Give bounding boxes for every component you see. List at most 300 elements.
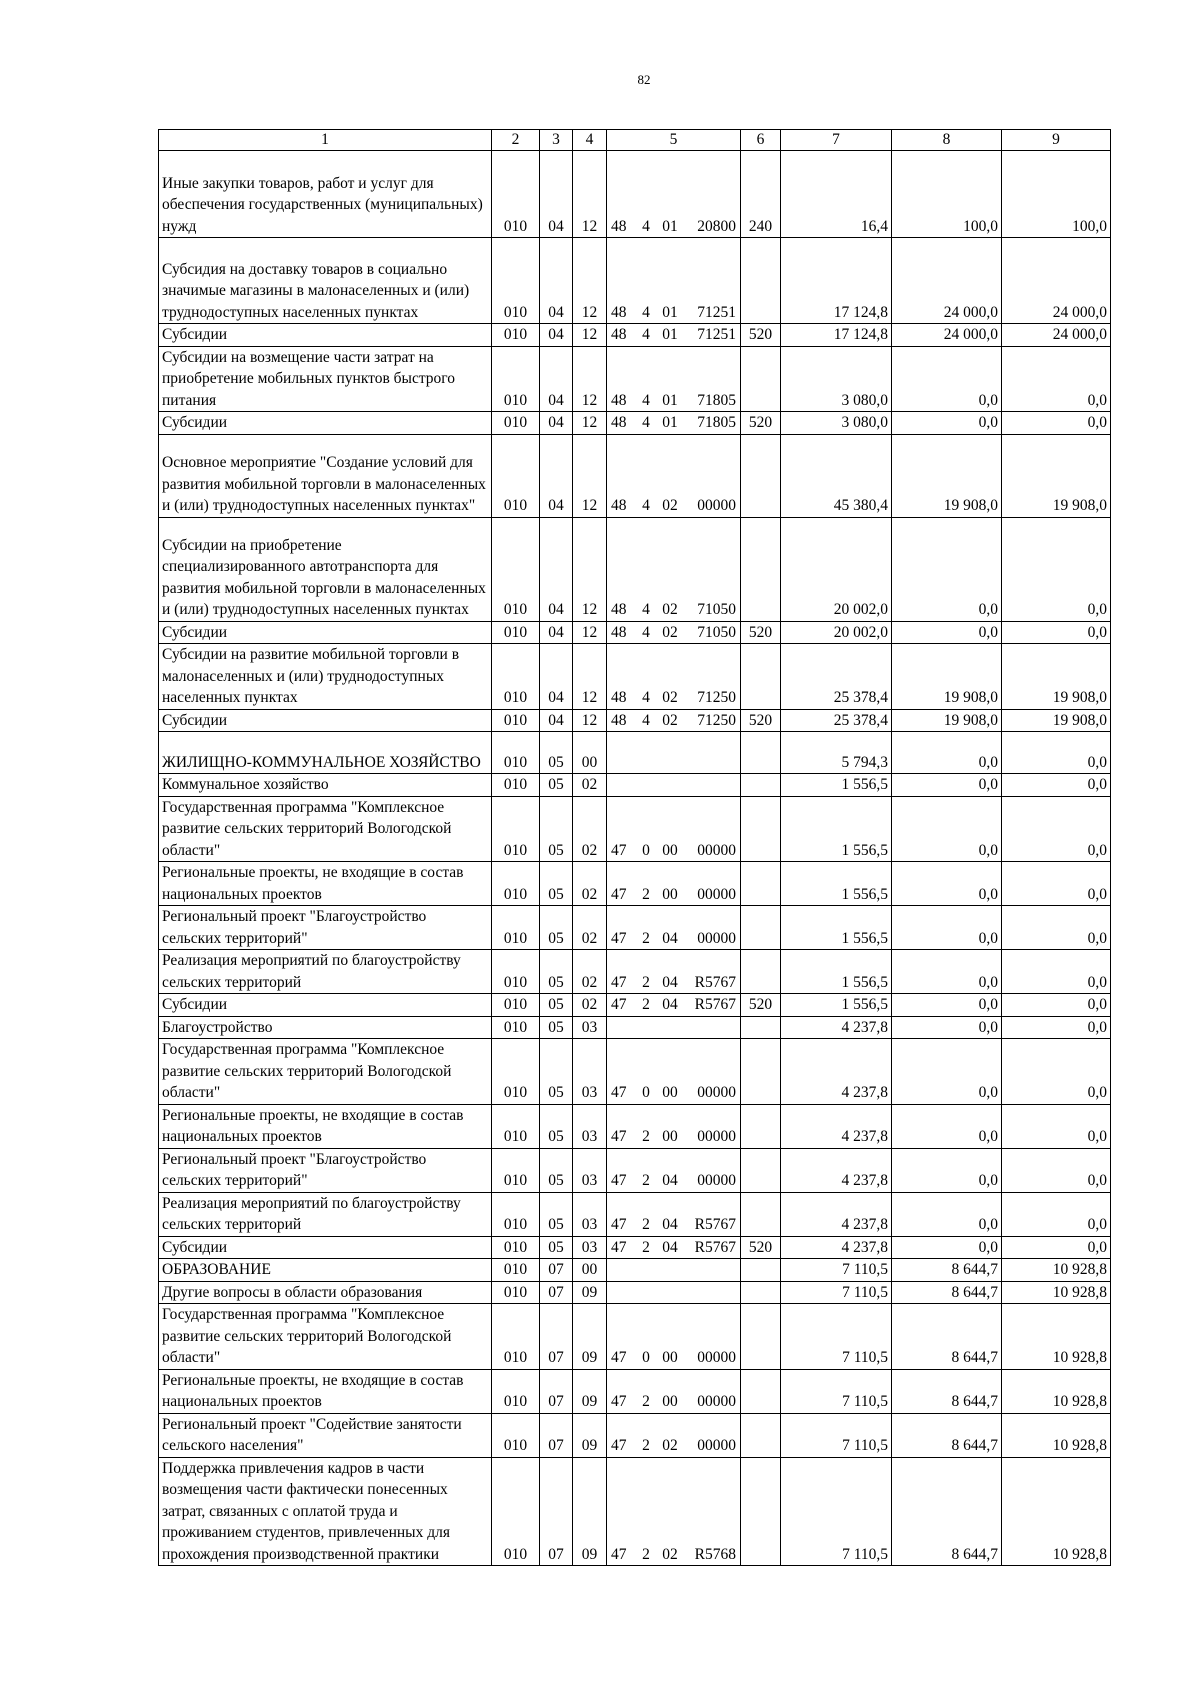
target-article-code (607, 1148, 741, 1192)
amount-col-9: 0,0 (1002, 732, 1111, 774)
section-code: 05 (540, 1148, 573, 1192)
subsection-code: 02 (573, 796, 607, 862)
expense-type-code (741, 1413, 781, 1457)
table-row (159, 1236, 1111, 1259)
target-article-part: 02 (662, 497, 678, 514)
section-code: 07 (540, 1259, 573, 1282)
target-article-code (607, 732, 741, 774)
target-article-part: 71250 (697, 711, 736, 729)
section-code: 05 (540, 906, 573, 950)
amount-col-8: 0,0 (892, 994, 1002, 1017)
amount-col-7: 4 237,8 (781, 1236, 892, 1259)
target-article-code (607, 1457, 741, 1566)
amount-col-9: 0,0 (1002, 796, 1111, 862)
amount-col-8: 24 000,0 (892, 324, 1002, 347)
amount-col-7: 1 556,5 (781, 906, 892, 950)
target-article-part: 4 (642, 497, 650, 514)
section-code: 05 (540, 774, 573, 797)
target-article-part: 00 (662, 1393, 678, 1410)
amount-col-8: 8 644,7 (892, 1259, 1002, 1282)
target-article-part: 47 (611, 973, 627, 991)
subsection-code: 00 (573, 1259, 607, 1282)
table-row (159, 1369, 1111, 1413)
amount-col-7: 1 556,5 (781, 796, 892, 862)
amount-col-9: 19 908,0 (1002, 709, 1111, 732)
amount-col-7: 1 556,5 (781, 950, 892, 994)
section-code: 04 (540, 517, 573, 621)
target-article-part: 4 (642, 711, 650, 729)
section-code: 07 (540, 1413, 573, 1457)
amount-col-8: 0,0 (892, 1039, 1002, 1105)
amount-col-7: 25 378,4 (781, 644, 892, 710)
subsection-code: 12 (573, 709, 607, 732)
target-article-part: 47 (611, 996, 627, 1013)
target-article-part: 2 (642, 1238, 650, 1256)
amount-col-8: 8 644,7 (892, 1369, 1002, 1413)
budget-table (158, 129, 1111, 1566)
target-article-code (607, 1039, 741, 1105)
row-name: Региональные проекты, не входящие в состав национальных проектов (159, 1104, 492, 1148)
column-header: 2 (492, 130, 540, 151)
amount-col-8: 19 908,0 (892, 709, 1002, 732)
target-article-part: 48 (611, 623, 627, 641)
amount-col-8: 0,0 (892, 862, 1002, 906)
subsection-code: 09 (573, 1369, 607, 1413)
section-code: 04 (540, 621, 573, 644)
expense-type-code (741, 1304, 781, 1370)
ministry-code: 010 (492, 434, 540, 517)
table-body (159, 130, 1111, 1566)
target-article-part: 2 (642, 973, 650, 991)
amount-col-9: 19 908,0 (1002, 434, 1111, 517)
ministry-code: 010 (492, 862, 540, 906)
amount-col-7: 20 002,0 (781, 517, 892, 621)
amount-col-7: 20 002,0 (781, 621, 892, 644)
table-row (159, 324, 1111, 347)
amount-col-9: 0,0 (1002, 950, 1111, 994)
row-name: Субсидии на приобретение специализированного автотранспорта для развития мобильной торговли в малонаселенных и (или) труднодоступных населенных пунктах (159, 517, 492, 621)
target-article-part: 47 (611, 1216, 627, 1233)
target-article-part: 4 (642, 303, 650, 321)
column-header: 8 (892, 130, 1002, 151)
section-code: 07 (540, 1457, 573, 1566)
amount-col-8: 0,0 (892, 1016, 1002, 1039)
target-article-part: 2 (642, 885, 650, 903)
target-article-part: 48 (611, 497, 627, 514)
target-article-part: 48 (611, 711, 627, 729)
subsection-code: 03 (573, 1236, 607, 1259)
section-code: 05 (540, 796, 573, 862)
target-article-part: 04 (662, 996, 678, 1013)
amount-col-8: 0,0 (892, 1192, 1002, 1236)
target-article-part: 02 (662, 601, 678, 618)
amount-col-8: 0,0 (892, 732, 1002, 774)
section-code: 05 (540, 862, 573, 906)
row-name: Государственная программа "Комплексное развитие сельских территорий Вологодской области" (159, 796, 492, 862)
target-article-code (607, 950, 741, 994)
target-article-part: 04 (662, 929, 678, 947)
expense-type-code (741, 862, 781, 906)
target-article-part: 20800 (697, 217, 736, 235)
target-article-code (607, 644, 741, 710)
subsection-code: 12 (573, 621, 607, 644)
section-code: 05 (540, 1016, 573, 1039)
row-name: Благоустройство (159, 1016, 492, 1039)
target-article-code (607, 994, 741, 1017)
target-article-part: 00000 (697, 1128, 736, 1145)
row-name: Региональный проект "Благоустройство сельских территорий" (159, 906, 492, 950)
expense-type-code (741, 774, 781, 797)
target-article-part: 4 (642, 623, 650, 641)
row-name: Государственная программа "Комплексное развитие сельских территорий Вологодской области" (159, 1304, 492, 1370)
target-article-part: 00000 (697, 841, 736, 859)
section-code: 04 (540, 709, 573, 732)
target-article-part: 00 (662, 841, 678, 859)
amount-col-8: 19 908,0 (892, 434, 1002, 517)
amount-col-8: 0,0 (892, 517, 1002, 621)
table-row (159, 709, 1111, 732)
target-article-part: 02 (662, 1437, 678, 1454)
section-code: 05 (540, 1192, 573, 1236)
amount-col-7: 45 380,4 (781, 434, 892, 517)
row-name: Субсидии (159, 324, 492, 347)
column-header: 7 (781, 130, 892, 151)
target-article-part: 01 (662, 303, 678, 321)
amount-col-8: 0,0 (892, 796, 1002, 862)
expense-type-code (741, 1369, 781, 1413)
target-article-part: 2 (642, 929, 650, 947)
table-row (159, 238, 1111, 324)
ministry-code: 010 (492, 346, 540, 412)
amount-col-7: 5 794,3 (781, 732, 892, 774)
subsection-code: 12 (573, 434, 607, 517)
section-code: 07 (540, 1304, 573, 1370)
target-article-part: 4 (642, 601, 650, 618)
row-name: Субсидии на возмещение части затрат на приобретение мобильных пунктов быстрого питания (159, 346, 492, 412)
amount-col-9: 10 928,8 (1002, 1259, 1111, 1282)
amount-col-9: 24 000,0 (1002, 238, 1111, 324)
ministry-code: 010 (492, 906, 540, 950)
amount-col-9: 0,0 (1002, 412, 1111, 435)
subsection-code: 02 (573, 950, 607, 994)
expense-type-code (741, 950, 781, 994)
target-article-part: 2 (642, 1172, 650, 1189)
table-row (159, 434, 1111, 517)
row-name: Субсидии (159, 994, 492, 1017)
table-row (159, 621, 1111, 644)
row-name: Реализация мероприятий по благоустройству сельских территорий (159, 1192, 492, 1236)
expense-type-code (741, 644, 781, 710)
row-name: ЖИЛИЩНО-КОММУНАЛЬНОЕ ХОЗЯЙСТВО (159, 732, 492, 774)
ministry-code: 010 (492, 796, 540, 862)
amount-col-7: 17 124,8 (781, 238, 892, 324)
amount-col-7: 16,4 (781, 151, 892, 238)
expense-type-code (741, 1192, 781, 1236)
target-article-code (607, 862, 741, 906)
table-row (159, 796, 1111, 862)
subsection-code: 03 (573, 1016, 607, 1039)
subsection-code: 12 (573, 346, 607, 412)
amount-col-7: 3 080,0 (781, 412, 892, 435)
expense-type-code: 520 (741, 324, 781, 347)
expense-type-code (741, 517, 781, 621)
target-article-code (607, 238, 741, 324)
amount-col-9: 0,0 (1002, 774, 1111, 797)
subsection-code: 12 (573, 238, 607, 324)
row-name: Региональные проекты, не входящие в состав национальных проектов (159, 1369, 492, 1413)
amount-col-9: 10 928,8 (1002, 1369, 1111, 1413)
ministry-code: 010 (492, 1039, 540, 1105)
target-article-part: 71805 (697, 391, 736, 409)
target-article-part: 01 (662, 326, 678, 343)
amount-col-9: 0,0 (1002, 621, 1111, 644)
target-article-part: 71250 (697, 689, 736, 706)
target-article-part: 48 (611, 217, 627, 235)
table-row (159, 1039, 1111, 1105)
target-article-part: R5767 (694, 1216, 736, 1233)
section-code: 04 (540, 346, 573, 412)
ministry-code: 010 (492, 774, 540, 797)
target-article-part: 00000 (697, 1393, 736, 1410)
amount-col-8: 19 908,0 (892, 644, 1002, 710)
target-article-part: 04 (662, 1238, 678, 1256)
amount-col-8: 0,0 (892, 1236, 1002, 1259)
section-code: 04 (540, 434, 573, 517)
target-article-part: 02 (662, 711, 678, 729)
target-article-part: 00 (662, 885, 678, 903)
ministry-code: 010 (492, 1457, 540, 1566)
expense-type-code (741, 1259, 781, 1282)
amount-col-7: 7 110,5 (781, 1457, 892, 1566)
amount-col-7: 1 556,5 (781, 774, 892, 797)
target-article-part: 2 (642, 996, 650, 1013)
ministry-code: 010 (492, 1369, 540, 1413)
target-article-part: 48 (611, 601, 627, 618)
table-row (159, 994, 1111, 1017)
column-header: 9 (1002, 130, 1111, 151)
subsection-code: 02 (573, 994, 607, 1017)
target-article-part: 47 (611, 1545, 627, 1563)
target-article-part: 04 (662, 973, 678, 991)
ministry-code: 010 (492, 1104, 540, 1148)
amount-col-8: 0,0 (892, 346, 1002, 412)
row-name: ОБРАЗОВАНИЕ (159, 1259, 492, 1282)
row-name: Другие вопросы в области образования (159, 1281, 492, 1304)
target-article-code (607, 774, 741, 797)
target-article-code (607, 621, 741, 644)
target-article-code (607, 1281, 741, 1304)
ministry-code: 010 (492, 517, 540, 621)
table-row (159, 950, 1111, 994)
target-article-code (607, 1259, 741, 1282)
target-article-part: 48 (611, 303, 627, 321)
subsection-code: 09 (573, 1457, 607, 1566)
table-row (159, 774, 1111, 797)
target-article-part: 47 (611, 1393, 627, 1410)
target-article-part: 00 (662, 1084, 678, 1101)
ministry-code: 010 (492, 732, 540, 774)
row-name: Региональный проект "Благоустройство сельских территорий" (159, 1148, 492, 1192)
section-code: 05 (540, 1236, 573, 1259)
target-article-part: 2 (642, 1393, 650, 1410)
amount-col-7: 7 110,5 (781, 1413, 892, 1457)
target-article-part: 48 (611, 326, 627, 343)
target-article-part: 47 (611, 885, 627, 903)
expense-type-code: 520 (741, 621, 781, 644)
amount-col-9: 10 928,8 (1002, 1457, 1111, 1566)
row-name: Коммунальное хозяйство (159, 774, 492, 797)
row-name: Субсидии (159, 412, 492, 435)
table-row (159, 1281, 1111, 1304)
amount-col-8: 0,0 (892, 621, 1002, 644)
target-article-part: 47 (611, 929, 627, 947)
section-code: 04 (540, 151, 573, 238)
amount-col-9: 10 928,8 (1002, 1304, 1111, 1370)
table-row (159, 1259, 1111, 1282)
subsection-code: 09 (573, 1413, 607, 1457)
target-article-part: 71251 (697, 303, 736, 321)
target-article-part: 4 (642, 391, 650, 409)
subsection-code: 12 (573, 644, 607, 710)
amount-col-8: 0,0 (892, 412, 1002, 435)
section-code: 05 (540, 1039, 573, 1105)
row-name: Субсидия на доставку товаров в социально значимые магазины в малонаселенных и (или) труднодоступных населенных пунктах (159, 238, 492, 324)
amount-col-8: 24 000,0 (892, 238, 1002, 324)
target-article-part: 00000 (697, 885, 736, 903)
subsection-code: 12 (573, 517, 607, 621)
ministry-code: 010 (492, 412, 540, 435)
row-name: Субсидии (159, 1236, 492, 1259)
target-article-part: 0 (642, 841, 650, 859)
target-article-part: 2 (642, 1437, 650, 1454)
amount-col-9: 19 908,0 (1002, 644, 1111, 710)
target-article-code (607, 434, 741, 517)
amount-col-7: 7 110,5 (781, 1304, 892, 1370)
ministry-code: 010 (492, 1413, 540, 1457)
row-name: Субсидии (159, 621, 492, 644)
target-article-part: 4 (642, 217, 650, 235)
page-number: 82 (637, 72, 651, 87)
target-article-part: 2 (642, 1216, 650, 1233)
table-row (159, 1192, 1111, 1236)
target-article-part: 4 (642, 689, 650, 706)
target-article-part: 71251 (697, 326, 736, 343)
section-code: 04 (540, 412, 573, 435)
target-article-part: 71050 (697, 601, 736, 618)
amount-col-9: 0,0 (1002, 862, 1111, 906)
expense-type-code (741, 434, 781, 517)
row-name: Поддержка привлечения кадров в части возмещения части фактически понесенных затрат, связанных с оплатой труда и проживанием студентов, привлеченных для прохождения производственной практики (159, 1457, 492, 1566)
table-row (159, 644, 1111, 710)
amount-col-7: 7 110,5 (781, 1369, 892, 1413)
row-name: Основное мероприятие "Создание условий для развития мобильной торговли в малонаселенных и (или) труднодоступных населенных пунктах" (159, 434, 492, 517)
column-header-row (159, 130, 1111, 151)
expense-type-code (741, 1104, 781, 1148)
section-code: 07 (540, 1281, 573, 1304)
amount-col-8: 8 644,7 (892, 1281, 1002, 1304)
target-article-part: R5768 (694, 1545, 736, 1563)
amount-col-8: 100,0 (892, 151, 1002, 238)
amount-col-7: 4 237,8 (781, 1104, 892, 1148)
target-article-code (607, 412, 741, 435)
expense-type-code (741, 1457, 781, 1566)
expense-type-code: 240 (741, 151, 781, 238)
column-header: 4 (573, 130, 607, 151)
ministry-code: 010 (492, 709, 540, 732)
table-row (159, 517, 1111, 621)
ministry-code: 010 (492, 151, 540, 238)
target-article-part: 47 (611, 1238, 627, 1256)
target-article-code (607, 796, 741, 862)
ministry-code: 010 (492, 238, 540, 324)
amount-col-9: 100,0 (1002, 151, 1111, 238)
ministry-code: 010 (492, 950, 540, 994)
target-article-part: 02 (662, 623, 678, 641)
amount-col-9: 0,0 (1002, 1148, 1111, 1192)
target-article-part: 0 (642, 1349, 650, 1366)
expense-type-code (741, 732, 781, 774)
target-article-part: 00000 (697, 1172, 736, 1189)
subsection-code: 02 (573, 862, 607, 906)
subsection-code: 12 (573, 324, 607, 347)
ministry-code: 010 (492, 1148, 540, 1192)
amount-col-7: 3 080,0 (781, 346, 892, 412)
row-name: Реализация мероприятий по благоустройству сельских территорий (159, 950, 492, 994)
table-row (159, 346, 1111, 412)
ministry-code: 010 (492, 1192, 540, 1236)
ministry-code: 010 (492, 1259, 540, 1282)
target-article-part: 71805 (697, 414, 736, 431)
target-article-code (607, 1192, 741, 1236)
table-row (159, 412, 1111, 435)
expense-type-code: 520 (741, 994, 781, 1017)
table-row (159, 151, 1111, 238)
amount-col-7: 1 556,5 (781, 994, 892, 1017)
target-article-part: 47 (611, 1084, 627, 1101)
column-header: 1 (159, 130, 492, 151)
subsection-code: 03 (573, 1192, 607, 1236)
target-article-part: 02 (662, 689, 678, 706)
subsection-code: 09 (573, 1304, 607, 1370)
target-article-part: 47 (611, 1349, 627, 1366)
target-article-part: 00 (662, 1128, 678, 1145)
target-article-part: 47 (611, 1172, 627, 1189)
section-code: 05 (540, 732, 573, 774)
target-article-part: 47 (611, 1437, 627, 1454)
amount-col-7: 1 556,5 (781, 862, 892, 906)
amount-col-9: 24 000,0 (1002, 324, 1111, 347)
ministry-code: 010 (492, 644, 540, 710)
target-article-part: 00000 (697, 1349, 736, 1366)
target-article-code (607, 1236, 741, 1259)
expense-type-code (741, 346, 781, 412)
target-article-part: 71050 (697, 623, 736, 641)
amount-col-9: 0,0 (1002, 1192, 1111, 1236)
ministry-code: 010 (492, 994, 540, 1017)
table-row (159, 906, 1111, 950)
amount-col-9: 0,0 (1002, 1016, 1111, 1039)
section-code: 04 (540, 324, 573, 347)
subsection-code: 12 (573, 151, 607, 238)
column-header: 5 (607, 130, 741, 151)
section-code: 05 (540, 994, 573, 1017)
row-name: Государственная программа "Комплексное развитие сельских территорий Вологодской области" (159, 1039, 492, 1105)
expense-type-code (741, 796, 781, 862)
target-article-part: 48 (611, 391, 627, 409)
amount-col-7: 4 237,8 (781, 1192, 892, 1236)
section-code: 04 (540, 238, 573, 324)
expense-type-code: 520 (741, 1236, 781, 1259)
